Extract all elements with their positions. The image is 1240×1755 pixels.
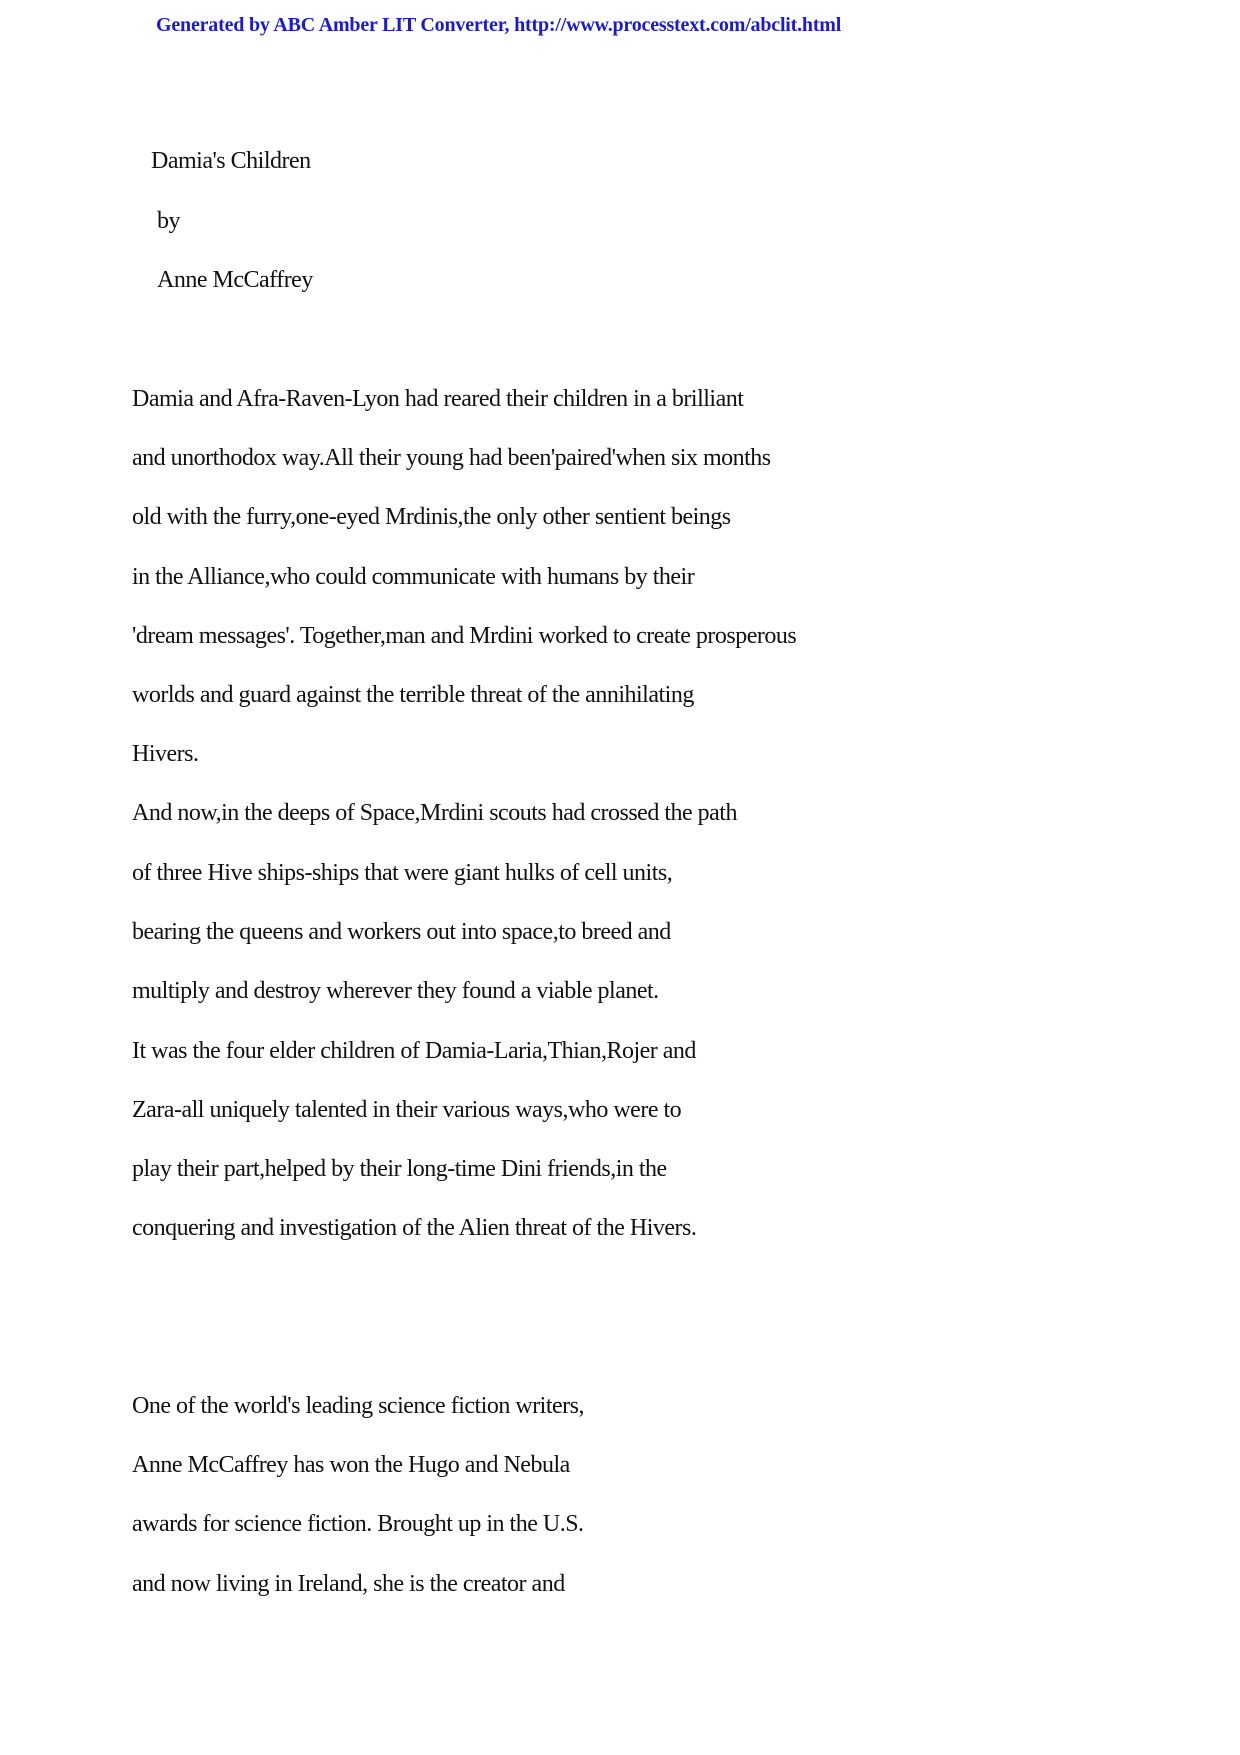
- author-bio-line: awards for science fiction. Brought up in the U.S.: [132, 1511, 584, 1537]
- blurb-line: Hivers.: [132, 741, 199, 767]
- blurb-line: Damia and Afra-Raven-Lyon had reared their children in a brilliant: [132, 386, 744, 412]
- byline: by: [157, 208, 180, 234]
- blurb-line: old with the furry,one-eyed Mrdinis,the only other sentient beings: [132, 504, 731, 530]
- blurb-line: conquering and investigation of the Alien threat of the Hivers.: [132, 1215, 697, 1241]
- blurb-line: bearing the queens and workers out into space,to breed and: [132, 919, 671, 945]
- blurb-line: multiply and destroy wherever they found a viable planet.: [132, 978, 659, 1004]
- book-title: Damia's Children: [151, 148, 311, 174]
- author-name: Anne McCaffrey: [157, 267, 313, 293]
- author-bio-line: Anne McCaffrey has won the Hugo and Nebula: [132, 1452, 570, 1478]
- author-bio-line: One of the world's leading science fiction writers,: [132, 1393, 585, 1419]
- blurb-line: Zara-all uniquely talented in their various ways,who were to: [132, 1097, 682, 1123]
- blurb-line: worlds and guard against the terrible threat of the annihilating: [132, 682, 694, 708]
- author-bio-line: and now living in Ireland, she is the creator and: [132, 1571, 565, 1597]
- blurb-line: It was the four elder children of Damia-Laria,Thian,Rojer and: [132, 1038, 696, 1064]
- blurb-line: and unorthodox way.All their young had been'paired'when six months: [132, 445, 771, 471]
- blurb-line: And now,in the deeps of Space,Mrdini scouts had crossed the path: [132, 800, 737, 826]
- blurb-line: 'dream messages'. Together,man and Mrdini worked to create prosperous: [132, 623, 797, 649]
- blurb-line: play their part,helped by their long-time Dini friends,in the: [132, 1156, 667, 1182]
- blurb-line: in the Alliance,who could communicate with humans by their: [132, 564, 695, 590]
- blurb-line: of three Hive ships-ships that were giant hulks of cell units,: [132, 860, 673, 886]
- generator-banner[interactable]: Generated by ABC Amber LIT Converter, http://www.processtext.com/abclit.html: [156, 14, 842, 36]
